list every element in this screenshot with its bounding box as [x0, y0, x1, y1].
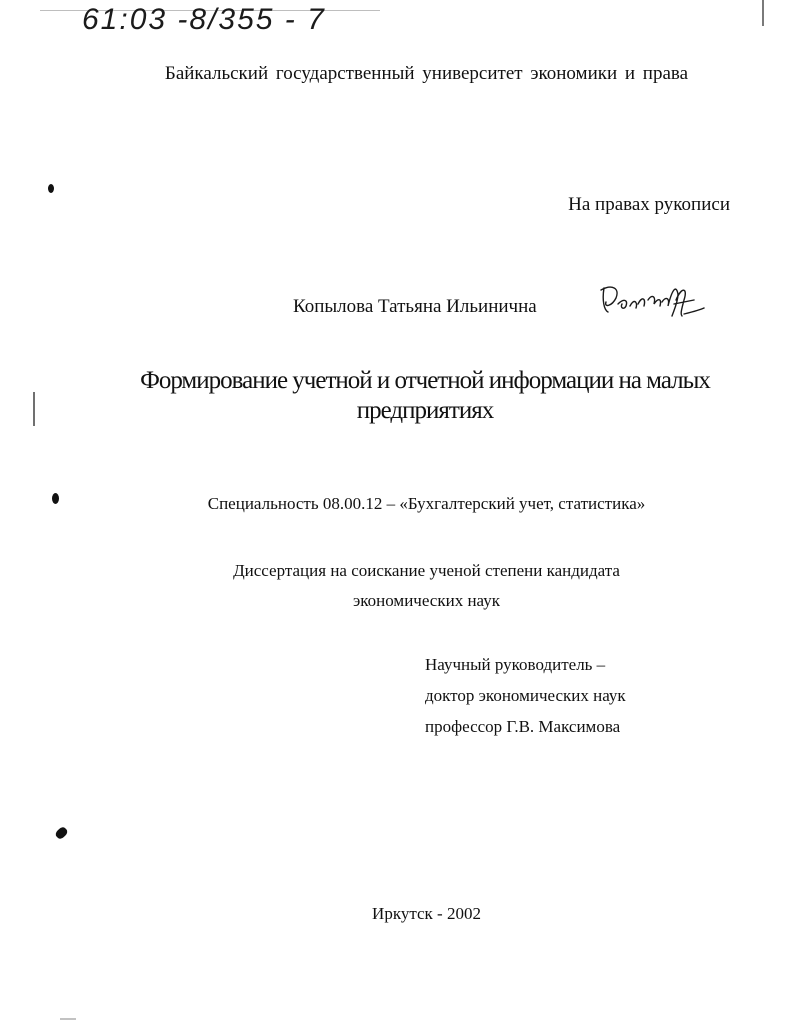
city-year: Иркутск - 2002	[372, 904, 481, 923]
library-stamp-number: 61:03 -8/355 - 7	[82, 3, 326, 36]
manuscript-rights-note: На правах рукописи	[568, 194, 730, 215]
binding-hole-mark	[54, 826, 69, 841]
university-name: Байкальский государственный университет экономики и права	[164, 63, 689, 84]
degree-line-2: экономических наук	[352, 591, 501, 610]
specialty-line: Специальность 08.00.12 – «Бухгалтерский учет, статистика»	[207, 494, 646, 513]
advisor-line-1: Научный руководитель –	[425, 655, 606, 674]
author-name: Копылова Татьяна Ильинична	[293, 296, 537, 317]
scan-right-edge-mark	[762, 0, 764, 26]
degree-statement	[0, 556, 793, 616]
title-line-1: Формирование учетной и отчетной информации на малых	[140, 367, 710, 394]
binding-hole-mark	[48, 184, 54, 193]
author-signature	[598, 280, 708, 324]
margin-bracket-mark	[33, 392, 35, 426]
scan-bottom-mark	[60, 1018, 76, 1020]
dissertation-title	[130, 366, 720, 426]
scientific-advisor	[425, 649, 626, 742]
title-line-2: предприятиях	[356, 397, 494, 424]
advisor-line-2: доктор экономических наук	[425, 686, 626, 705]
advisor-line-3: профессор Г.В. Максимова	[425, 717, 621, 736]
degree-line-1: Диссертация на соискание ученой степени кандидата	[233, 561, 620, 580]
